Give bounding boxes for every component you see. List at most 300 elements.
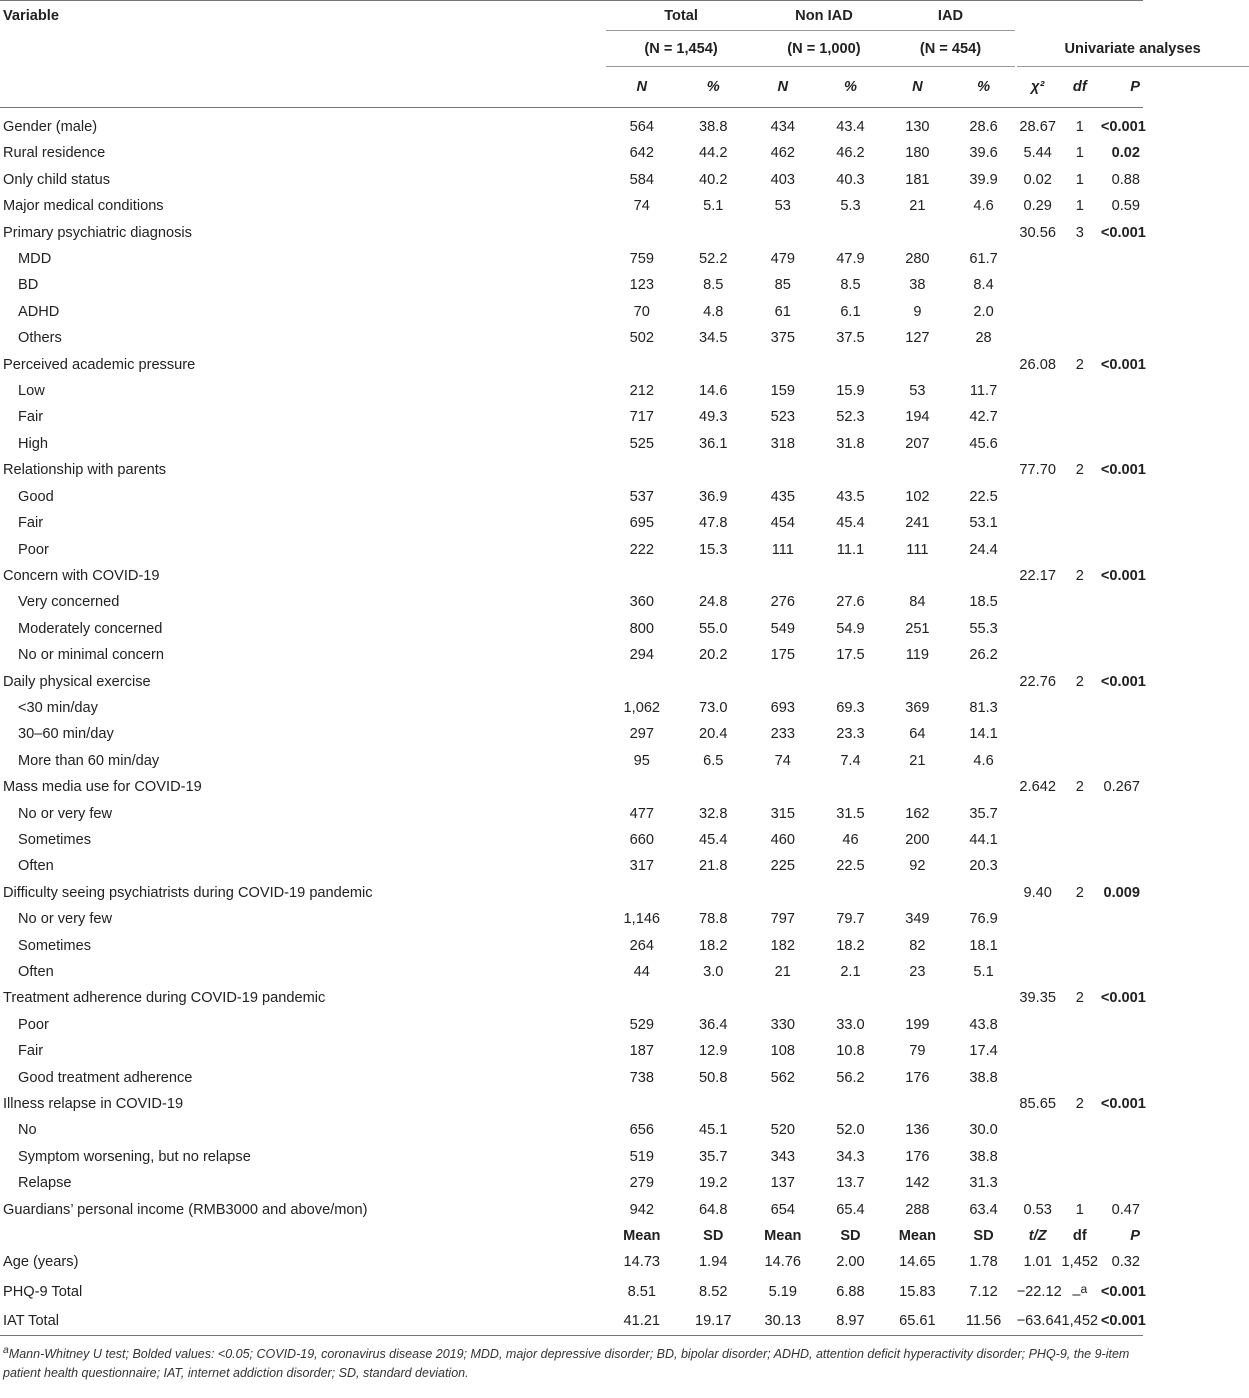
- table-cell: 43.8: [969, 1016, 998, 1033]
- table-cell: [606, 1091, 677, 1117]
- table-cell: 40.3: [836, 171, 865, 188]
- table-cell: [1059, 695, 1101, 721]
- table-cell: 44.2: [699, 145, 728, 162]
- table-row: [0, 220, 1143, 246]
- table-cell: [678, 985, 749, 1011]
- table-cell: 21.8: [699, 858, 728, 875]
- table-cell: [1101, 695, 1143, 721]
- table-cell: 55.3: [969, 620, 998, 637]
- table-cell: 24.8: [699, 594, 728, 611]
- row-label: Illness relapse in COVID-19: [3, 1096, 184, 1113]
- table-row: [0, 801, 1143, 827]
- table-cell: 55.0: [699, 620, 728, 637]
- table-cell: 20.3: [969, 858, 998, 875]
- table-cell: [1017, 589, 1059, 615]
- table-cell: [1059, 1144, 1101, 1170]
- table-cell: Mean: [898, 1228, 937, 1245]
- table-cell: 8.97: [817, 1308, 885, 1335]
- table-cell: 43.5: [836, 488, 865, 505]
- table-cell: 2: [1075, 884, 1084, 901]
- table-cell: [1017, 325, 1059, 351]
- table-cell: 36.9: [699, 488, 728, 505]
- table-cell: 74: [633, 198, 650, 215]
- table-cell: 33.0: [836, 1016, 865, 1033]
- table-cell: <0.001: [1100, 1096, 1146, 1113]
- table-cell: 0.009: [1103, 884, 1140, 901]
- table-cell: [1101, 801, 1143, 827]
- table-cell: 21: [774, 964, 791, 980]
- table-cell: 0.02: [1023, 171, 1052, 188]
- table-row: [0, 827, 1143, 853]
- table-cell: 1.01: [1023, 1254, 1052, 1271]
- table-cell: 69.3: [836, 699, 865, 716]
- table-cell: 251: [905, 620, 930, 637]
- row-label: BD: [18, 277, 39, 294]
- header-row-n: [0, 31, 1143, 67]
- table-cell: 31.5: [836, 805, 865, 822]
- table-cell: 70: [633, 303, 650, 320]
- table-cell: 502: [629, 330, 654, 347]
- table-cell: [1101, 1038, 1143, 1064]
- table-cell: 85: [774, 277, 791, 294]
- table-cell: <0.001: [1100, 673, 1146, 690]
- table-cell: [1101, 1065, 1143, 1091]
- table-cell: [1017, 299, 1059, 325]
- table-row: [0, 721, 1143, 747]
- table-cell: [1059, 906, 1101, 932]
- table-cell: 0.267: [1103, 779, 1140, 796]
- table-cell: 222: [629, 541, 654, 558]
- table-cell: 279: [629, 1175, 654, 1192]
- table-cell: [1059, 616, 1101, 642]
- table-row: [0, 457, 1143, 483]
- row-label: Difficulty seeing psychiatrists during COVID-19 pandemic: [3, 884, 373, 901]
- table-cell: [1101, 299, 1143, 325]
- table-cell: 693: [770, 699, 795, 716]
- group-n-iad: (N = 454): [884, 31, 1016, 67]
- table-cell: [749, 220, 817, 246]
- table-cell: 6.5: [703, 752, 724, 769]
- table-cell: [1059, 431, 1101, 457]
- table-cell: –$^a$: [1072, 1281, 1088, 1303]
- table-cell: −22.12: [1016, 1283, 1062, 1300]
- table-cell: [817, 352, 885, 378]
- sub-header-cell: df: [1059, 67, 1101, 108]
- table-cell: [1101, 827, 1143, 853]
- table-cell: 315: [770, 805, 795, 822]
- table-cell: [1101, 246, 1143, 272]
- table-cell: 11.1: [836, 541, 865, 558]
- table-cell: [606, 563, 677, 589]
- row-label: Fair: [18, 515, 44, 532]
- table-cell: [884, 352, 950, 378]
- table-row: [0, 563, 1143, 589]
- table-cell: 11.56: [950, 1308, 1016, 1335]
- table-cell: 2: [1075, 462, 1084, 479]
- table-cell: <0.001: [1100, 567, 1146, 584]
- table-cell: [1017, 616, 1059, 642]
- table-cell: 47.9: [836, 251, 865, 268]
- row-label: Major medical conditions: [3, 198, 164, 215]
- table-cell: 2: [1075, 779, 1084, 796]
- table-cell: [678, 352, 749, 378]
- table-cell: 233: [770, 726, 795, 743]
- table-cell: [749, 457, 817, 483]
- table-cell: 35.7: [969, 805, 998, 822]
- row-label: Sometimes: [18, 831, 91, 848]
- row-label: Poor: [18, 541, 49, 558]
- row-label: Often: [18, 858, 54, 875]
- table-cell: 43.4: [836, 119, 865, 135]
- table-cell: [1017, 510, 1059, 536]
- table-cell: 717: [629, 409, 654, 426]
- table-cell: 5.44: [1023, 145, 1052, 162]
- table-cell: [1101, 484, 1143, 510]
- table-cell: 73.0: [699, 699, 728, 716]
- table-cell: [950, 1091, 1016, 1117]
- row-label: No or very few: [18, 911, 113, 928]
- table-row: [0, 1091, 1143, 1117]
- table-cell: 46.2: [836, 145, 865, 162]
- sub-header-cell: %: [950, 67, 1016, 108]
- table-cell: 1,452: [1059, 1308, 1101, 1335]
- table-cell: 35.7: [699, 1148, 728, 1165]
- table-cell: 54.9: [836, 620, 865, 637]
- table-cell: [884, 220, 950, 246]
- table-cell: 28.6: [969, 119, 998, 135]
- table-cell: [678, 563, 749, 589]
- table-cell: [1017, 378, 1059, 404]
- table-cell: 49.3: [699, 409, 728, 426]
- table-cell: [1059, 299, 1101, 325]
- table-cell: 14.65: [899, 1254, 936, 1271]
- table-cell: 0.53: [1023, 1201, 1052, 1218]
- table-cell: 564: [629, 119, 654, 135]
- table-cell: 1,062: [623, 699, 661, 716]
- table-cell: 22.5: [969, 488, 998, 505]
- table-cell: 159: [770, 383, 795, 400]
- table-row: [0, 959, 1143, 985]
- table-cell: [817, 880, 885, 906]
- table-row: [0, 748, 1143, 774]
- table-cell: [1017, 853, 1059, 879]
- table-cell: 22.5: [836, 858, 865, 875]
- table-cell: 479: [770, 251, 795, 268]
- table-cell: 318: [770, 435, 795, 452]
- table-cell: [950, 880, 1016, 906]
- table-cell: 136: [905, 1122, 930, 1139]
- table-cell: 95: [633, 752, 650, 769]
- sub-header-cell: χ²: [1017, 67, 1059, 108]
- table-cell: [1017, 642, 1059, 668]
- row-label: Good treatment adherence: [18, 1069, 193, 1086]
- table-cell: [1101, 616, 1143, 642]
- row-label: Symptom worsening, but no relapse: [18, 1148, 251, 1165]
- table-cell: 21: [909, 752, 926, 769]
- table-row: [0, 352, 1143, 378]
- table-cell: [1059, 272, 1101, 298]
- table-cell: 4.8: [703, 303, 724, 320]
- row-label: Rural residence: [3, 145, 106, 162]
- table-cell: 2.1: [840, 964, 861, 980]
- header-row-sub: [0, 67, 1143, 108]
- row-label: MDD: [18, 251, 52, 268]
- table-cell: [884, 774, 950, 800]
- table-cell: [678, 1091, 749, 1117]
- table-cell: 317: [629, 858, 654, 875]
- table-cell: [749, 880, 817, 906]
- table-cell: [817, 457, 885, 483]
- table-cell: [950, 774, 1016, 800]
- table-cell: 46: [842, 831, 859, 848]
- table-cell: 82: [909, 937, 926, 954]
- table-cell: [1059, 933, 1101, 959]
- table-cell: 2.00: [836, 1254, 865, 1271]
- table-cell: <0.001: [1100, 462, 1146, 479]
- table-cell: 2: [1075, 1096, 1084, 1113]
- table-cell: 22.17: [1019, 567, 1056, 584]
- group-header-iad: IAD: [884, 1, 1016, 32]
- table-cell: 738: [629, 1069, 654, 1086]
- table-cell: 187: [629, 1043, 654, 1060]
- table-cell: 656: [629, 1122, 654, 1139]
- table-cell: [1017, 748, 1059, 774]
- table-cell: 14.1: [969, 726, 998, 743]
- table-cell: 2: [1075, 567, 1084, 584]
- row-label: Fair: [18, 409, 44, 426]
- table-cell: 9.40: [1023, 884, 1052, 901]
- table-cell: 264: [629, 937, 654, 954]
- table-cell: 0.59: [1111, 198, 1140, 215]
- table-cell: 369: [905, 699, 930, 716]
- table-cell: [1059, 642, 1101, 668]
- row-label: Age (years): [3, 1254, 79, 1271]
- table-cell: 207: [905, 435, 930, 452]
- table-cell: 584: [629, 171, 654, 188]
- table-cell: [1017, 1117, 1059, 1143]
- table-cell: [884, 880, 950, 906]
- table-cell: 294: [629, 647, 654, 664]
- table-cell: [1059, 827, 1101, 853]
- table-cell: 123: [629, 277, 654, 294]
- table-cell: [1059, 537, 1101, 563]
- table-cell: 454: [770, 515, 795, 532]
- table-cell: [1059, 1012, 1101, 1038]
- table-cell: 36.4: [699, 1016, 728, 1033]
- table-cell: 199: [905, 1016, 930, 1033]
- table-cell: 7.12: [969, 1283, 998, 1300]
- table-row: [0, 510, 1143, 536]
- table-cell: 0.29: [1023, 198, 1052, 215]
- table-cell: 797: [770, 911, 795, 928]
- table-cell: 343: [770, 1148, 795, 1165]
- table-cell: [1101, 589, 1143, 615]
- table-row: [0, 378, 1143, 404]
- table-cell: t/Z: [1028, 1228, 1047, 1245]
- table-cell: [950, 457, 1016, 483]
- table-cell: 50.8: [699, 1069, 728, 1086]
- table-cell: [749, 1091, 817, 1117]
- table-cell: [1101, 1170, 1143, 1196]
- table-cell: 56.2: [836, 1069, 865, 1086]
- table-cell: SD: [840, 1228, 861, 1245]
- table-cell: [678, 220, 749, 246]
- table-cell: 53.1: [969, 515, 998, 532]
- table-cell: 241: [905, 515, 930, 532]
- table-cell: [1059, 801, 1101, 827]
- footnote: $^a$Mann-Whitney U test; Bolded values: <0.05; COVID-19, coronavirus disease 2019; MDD, major depressive disorder; BD, bipolar disorder; ADHD, attention deficit hyperactivity disorder; PHQ-9, the 9-item patient health questionnaire; IAT, internet addiction disorder; SD, standard deviation.: [3, 1344, 1130, 1380]
- table-cell: [606, 774, 677, 800]
- row-label: Others: [18, 330, 62, 347]
- table-cell: [1101, 853, 1143, 879]
- table-cell: 28: [975, 330, 992, 347]
- table-cell: [1059, 510, 1101, 536]
- table-cell: [1059, 404, 1101, 430]
- table-cell: 37.5: [836, 330, 865, 347]
- table-cell: 78.8: [699, 911, 728, 928]
- table-cell: <0.001: [1100, 356, 1146, 373]
- table-cell: [1101, 721, 1143, 747]
- table-cell: 15.9: [836, 383, 865, 400]
- table-cell: 4.6: [973, 198, 994, 215]
- table-cell: 1.78: [969, 1254, 998, 1271]
- table-cell: 20.2: [699, 647, 728, 664]
- table-cell: [950, 669, 1016, 695]
- table-cell: [749, 774, 817, 800]
- table-cell: SD: [703, 1228, 724, 1245]
- table-cell: 17.5: [836, 647, 865, 664]
- sub-header-cell: N: [884, 67, 950, 108]
- table-cell: 519: [629, 1148, 654, 1165]
- table-cell: 288: [905, 1201, 930, 1218]
- table-cell: 520: [770, 1122, 795, 1139]
- row-label: PHQ-9 Total: [3, 1283, 83, 1300]
- table-row: [0, 1065, 1143, 1091]
- table-cell: 20.4: [699, 726, 728, 743]
- table-cell: [1017, 801, 1059, 827]
- table-cell: 360: [629, 594, 654, 611]
- table-cell: 5.1: [973, 964, 994, 980]
- table-cell: 41.21: [606, 1308, 677, 1335]
- table-cell: SD: [973, 1228, 994, 1245]
- table-cell: [817, 985, 885, 1011]
- table-cell: 280: [905, 251, 930, 268]
- group-header-total: Total: [606, 1, 749, 32]
- table-cell: [884, 985, 950, 1011]
- sub-header-cell: P: [1101, 67, 1143, 108]
- table-cell: 8.5: [703, 277, 724, 294]
- table-cell: 38: [909, 277, 926, 294]
- table-cell: [606, 457, 677, 483]
- table-cell: 61: [774, 303, 791, 320]
- table-row: [0, 616, 1143, 642]
- table-cell: 800: [629, 620, 654, 637]
- table-cell: <0.001: [1101, 1308, 1143, 1335]
- table-cell: 10.8: [836, 1043, 865, 1060]
- table-cell: 137: [770, 1175, 795, 1192]
- table-cell: 85.65: [1019, 1096, 1056, 1113]
- table-cell: 40.2: [699, 171, 728, 188]
- table-cell: [1101, 272, 1143, 298]
- table-row: [0, 1197, 1143, 1223]
- table-cell: [1017, 537, 1059, 563]
- table-row: [0, 985, 1143, 1011]
- table-cell: [884, 563, 950, 589]
- table-cell: 18.1: [969, 937, 998, 954]
- table-cell: 45.6: [969, 435, 998, 452]
- table-row: [0, 1170, 1143, 1196]
- table-cell: 654: [770, 1201, 795, 1218]
- table-cell: 0.88: [1111, 171, 1140, 188]
- table-cell: 375: [770, 330, 795, 347]
- table-cell: 127: [905, 330, 930, 347]
- table-cell: <0.001: [1100, 224, 1146, 241]
- table-cell: 1,146: [623, 911, 661, 928]
- table-cell: 111: [771, 541, 794, 558]
- table-cell: [1017, 1038, 1059, 1064]
- row-label: Treatment adherence during COVID-19 pandemic: [3, 990, 326, 1007]
- table-row: [0, 108, 1143, 141]
- table-cell: 63.4: [969, 1201, 998, 1218]
- sub-header-cell: %: [678, 67, 749, 108]
- row-label: Perceived academic pressure: [3, 356, 196, 373]
- table-cell: [1059, 721, 1101, 747]
- table-cell: [1017, 1012, 1059, 1038]
- table-cell: [1017, 484, 1059, 510]
- table-cell: [678, 669, 749, 695]
- table-cell: 6.88: [836, 1283, 865, 1300]
- table-cell: 529: [629, 1016, 654, 1033]
- table-cell: 225: [770, 858, 795, 875]
- header-row-groups: [0, 1, 1143, 32]
- table-cell: 53: [774, 198, 791, 215]
- table-cell: [606, 352, 677, 378]
- table-cell: 53: [909, 383, 926, 400]
- table-cell: [1017, 1144, 1059, 1170]
- table-cell: 537: [629, 488, 654, 505]
- table-cell: 18.2: [699, 937, 728, 954]
- table-cell: 45.4: [836, 515, 865, 532]
- table-row: [0, 1012, 1143, 1038]
- table-cell: 119: [905, 647, 930, 664]
- table-cell: 7.4: [840, 752, 861, 769]
- table-cell: 36.1: [699, 435, 728, 452]
- table-cell: 5.3: [840, 198, 861, 215]
- table-cell: [817, 563, 885, 589]
- table-cell: [950, 563, 1016, 589]
- table-cell: 38.8: [969, 1069, 998, 1086]
- table-cell: 26.2: [969, 647, 998, 664]
- table-cell: [606, 669, 677, 695]
- row-label: Concern with COVID-19: [3, 567, 160, 584]
- table-cell: [1017, 1065, 1059, 1091]
- table-cell: 15.83: [899, 1283, 936, 1300]
- row-label: High: [18, 435, 49, 452]
- row-label: Primary psychiatric diagnosis: [3, 224, 192, 241]
- table-row: [0, 537, 1143, 563]
- table-cell: [1059, 959, 1101, 985]
- table-cell: 3: [1075, 224, 1084, 241]
- table-cell: Mean: [764, 1228, 802, 1245]
- variable-header: Variable: [0, 1, 606, 32]
- table-cell: 92: [909, 858, 926, 875]
- sub-header-cell: N: [606, 67, 677, 108]
- table-row: [0, 1276, 1143, 1308]
- table-cell: 695: [629, 515, 654, 532]
- table-cell: [950, 352, 1016, 378]
- table-cell: 12.9: [699, 1043, 728, 1060]
- table-cell: 8.5: [840, 277, 861, 294]
